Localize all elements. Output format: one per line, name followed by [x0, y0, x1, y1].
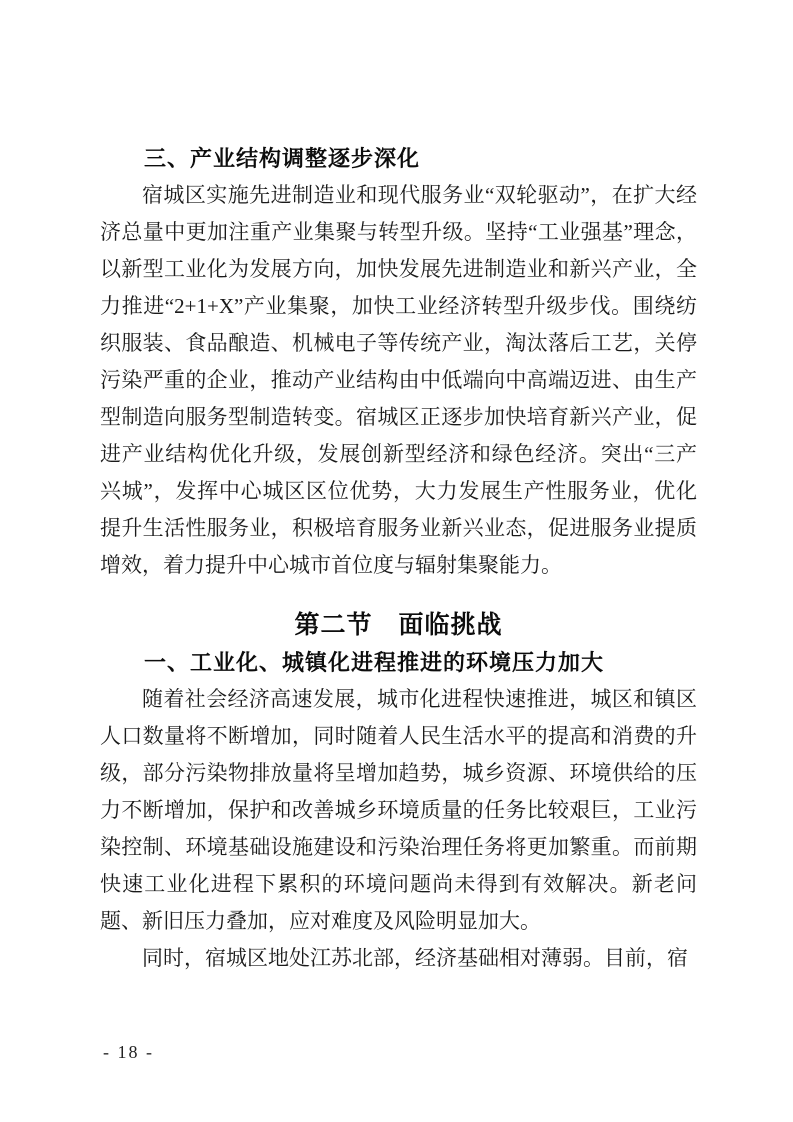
heading-urbanization-pressure: 一、工业化、城镇化进程推进的环境压力加大 [144, 650, 605, 675]
page-number: - 18 - [103, 1042, 154, 1062]
page-content [100, 140, 697, 977]
paragraph-industry-structure: 宿城区实施先进制造业和现代服务业“双轮驱动”，在扩大经济总量中更加注重产业集聚与转型升级。坚持“工业强基”理念，以新型工业化为发展方向，加快发展先进制造业和新兴产业，全力推进“2+1+X”产业集聚，加快工业经济转型升级步伐。围绕纺织服装、食品酿造、机械电子等传统产业，淘汰落后工艺，关停污染严重的企业，推动产业结构由中低端向中高端迈进、由生产型制造向服务型制造转变。宿城区正逐步加快培育新兴产业，促进产业结构优化升级，发展创新型经济和绿色经济。突出“三产兴城”，发挥中心城区区位优势，大力发展生产性服务业，优化提升生活性服务业，积极培育服务业新兴业态，促进服务业提质增效，着力提升中心城市首位度与辐射集聚能力。 [100, 183, 697, 577]
paragraph-regional-economy: 同时，宿城区地处江苏北部，经济基础相对薄弱。目前，宿 [142, 946, 688, 970]
paragraph-urbanization-pressure: 随着社会经济高速发展，城市化进程快速推进，城区和镇区人口数量将不断增加，同时随着人民生活水平的提高和消费的升级，部分污染物排放量将呈增加趋势，城乡资源、环境供给的压力不断增加，保护和改善城乡环境质量的任务比较艰巨，工业污染控制、环境基础设施建设和污染治理任务将更加繁重。而前期快速工业化进程下累积的环境问题尚未得到有效解决。新老问题、新旧压力叠加，应对难度及风险明显加大。 [100, 687, 697, 933]
heading-industry-structure: 三、产业结构调整逐步深化 [144, 146, 421, 171]
section-title-challenges: 第二节 面临挑战 [294, 611, 503, 639]
